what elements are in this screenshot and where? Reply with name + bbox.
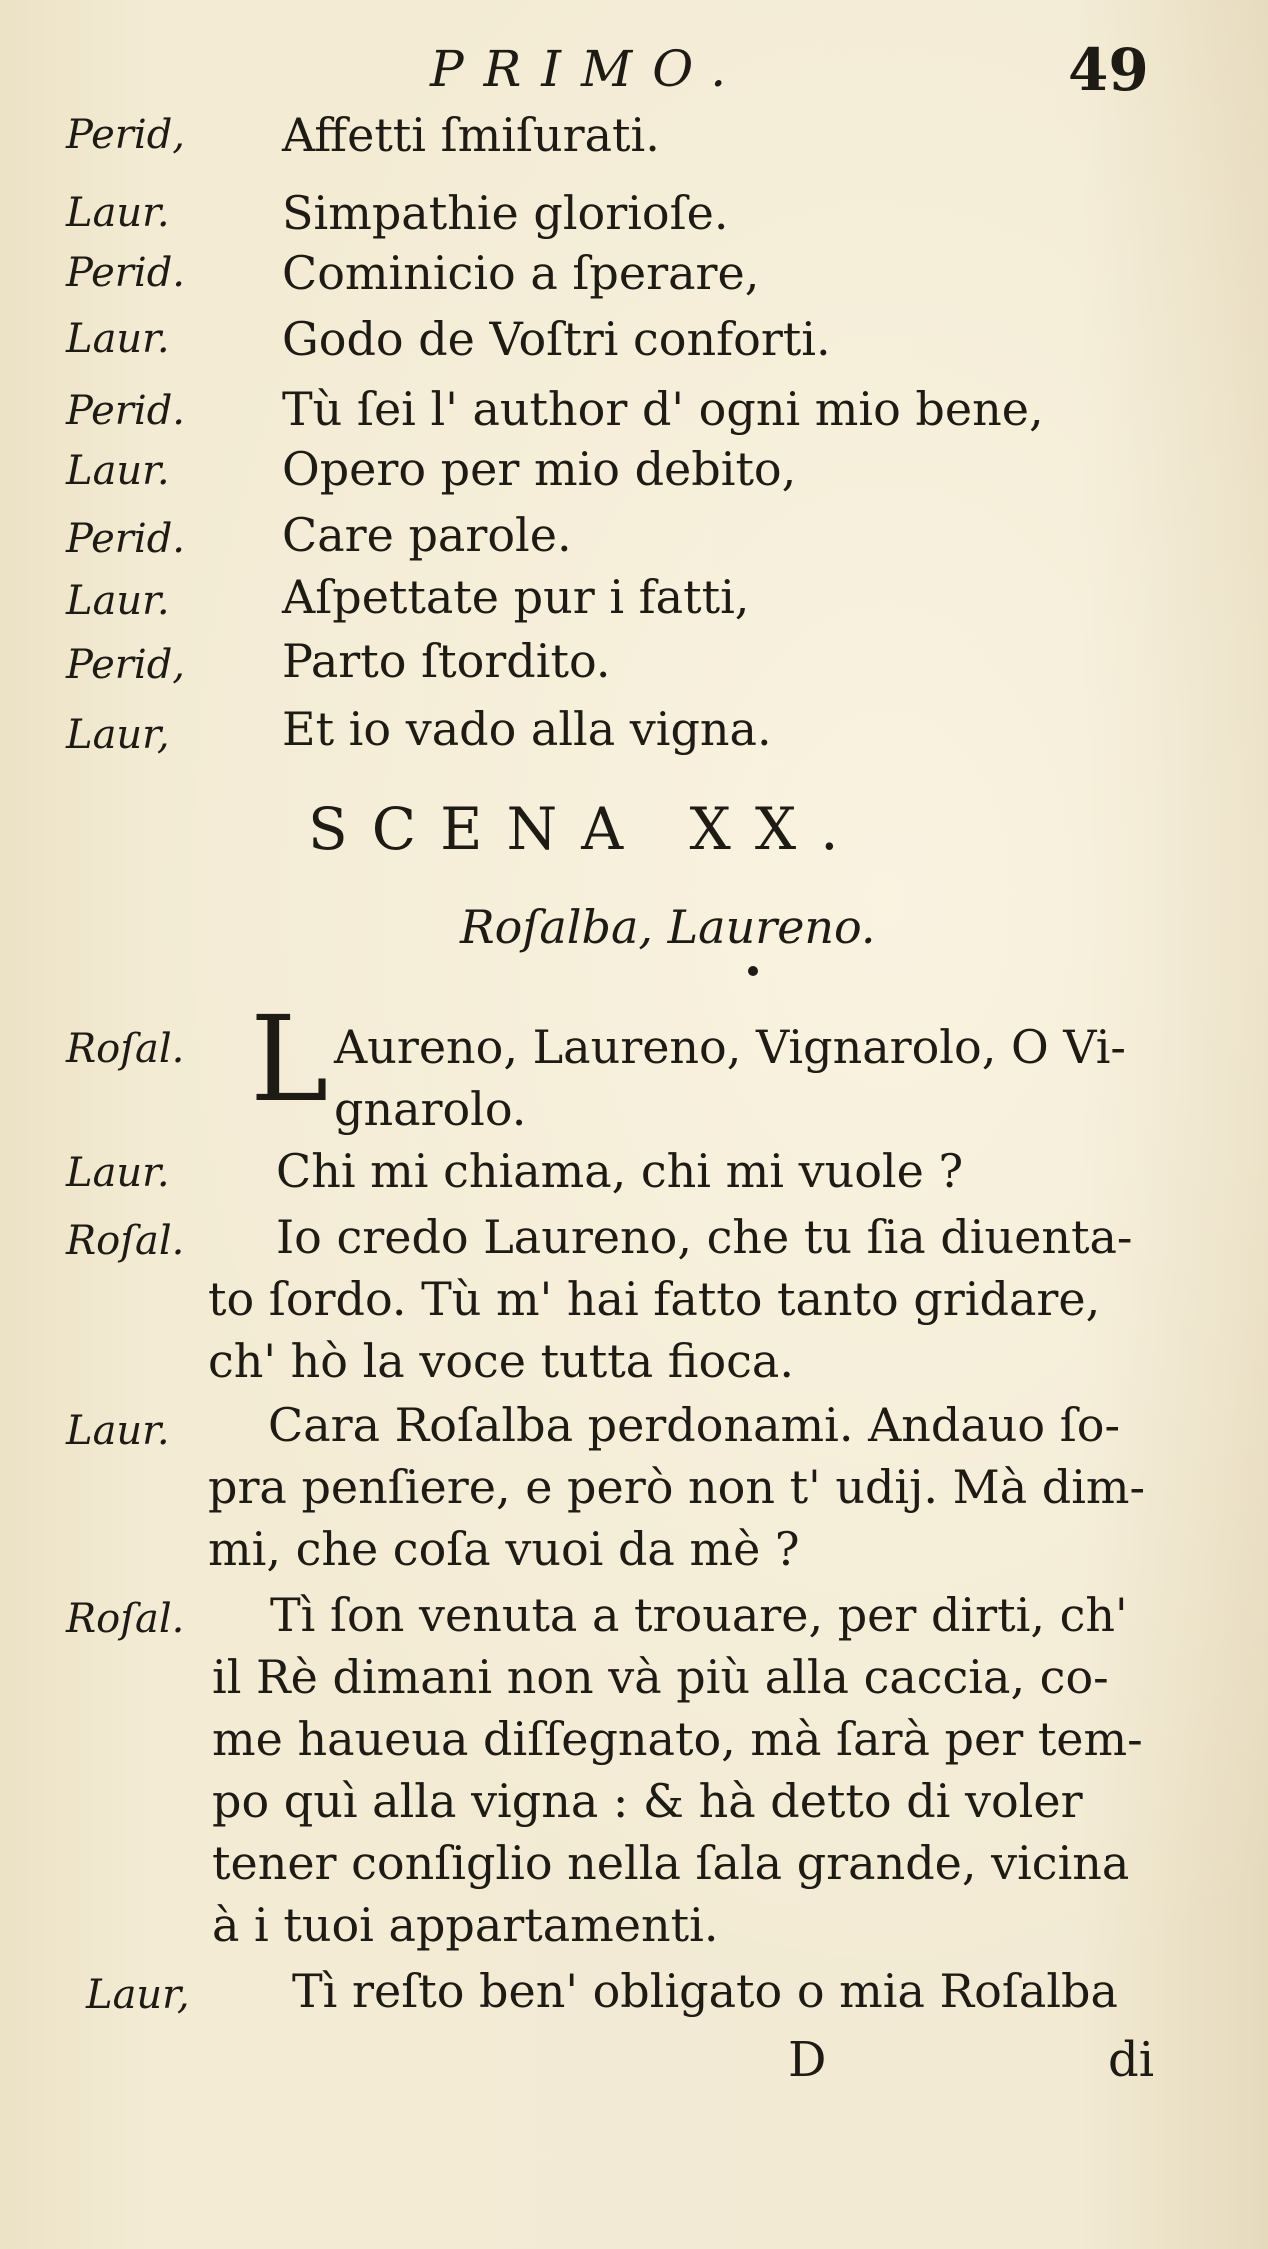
dialogue-line: Aſpettate pur i fatti, — [282, 570, 750, 624]
dialogue-line: Opero per mio debito, — [282, 442, 797, 496]
drop-cap: L — [250, 990, 329, 1128]
dialogue-line: à i tuoi appartamenti. — [212, 1898, 719, 1952]
dialogue-line: Chi mi chiama, chi mi vuole ? — [276, 1144, 964, 1198]
dialogue-line: Care parole. — [282, 508, 572, 562]
dialogue-line: Aureno, Laureno, Vignarolo, O Vi- — [334, 1020, 1126, 1074]
dialogue-line: mi, che coſa vuoi da mè ? — [208, 1522, 800, 1576]
dialogue-line: Et io vado alla vigna. — [282, 702, 772, 756]
speaker-label: Laur. — [66, 190, 170, 236]
scene-characters: Roſalba, Laureno. — [460, 900, 876, 954]
speaker-label: Roſal. — [66, 1026, 185, 1072]
catchword: di — [1108, 2032, 1155, 2088]
dialogue-line: po quì alla vigna : & hà detto di voler — [212, 1774, 1083, 1828]
speaker-label: Laur. — [66, 1150, 170, 1196]
dialogue-line: Parto ſtordito. — [282, 634, 611, 688]
dialogue-line: Tì reſto ben' obligato o mia Roſalba — [292, 1964, 1118, 2018]
speaker-label: Roſal. — [66, 1596, 185, 1642]
speaker-label: Perid. — [66, 388, 186, 434]
dialogue-line: Affetti ſmiſurati. — [282, 108, 660, 162]
dialogue-line: tener conſiglio nella ſala grande, vicina — [212, 1836, 1130, 1890]
speaker-label: Perid. — [66, 250, 186, 296]
dialogue-line: Simpathie glorioſe. — [282, 186, 729, 240]
speaker-label: Laur. — [66, 316, 170, 362]
dialogue-line: pra penſiere, e però non t' udij. Mà dim- — [208, 1460, 1146, 1514]
dialogue-line: il Rè dimani non và più alla caccia, co- — [212, 1650, 1109, 1704]
dialogue-line: to ſordo. Tù m' hai fatto tanto gridare, — [208, 1272, 1101, 1326]
speaker-label: Perid. — [66, 516, 186, 562]
dialogue-line: Godo de Voſtri conforti. — [282, 312, 831, 366]
dialogue-line: ch' hò la voce tutta fioca. — [208, 1334, 794, 1388]
speaker-label: Laur. — [66, 578, 170, 624]
speaker-label: Perid, — [66, 112, 186, 158]
ornament-dot — [748, 966, 758, 976]
dialogue-line: Tì ſon venuta a trouare, per dirti, ch' — [270, 1588, 1128, 1642]
scene-heading: SCENA XX. — [308, 795, 863, 863]
dialogue-line: me haueua diſſegnato, mà ſarà per tem- — [212, 1712, 1143, 1766]
speaker-label: Perid, — [66, 642, 186, 688]
dialogue-line: Cominicio a ſperare, — [282, 246, 760, 300]
dialogue-line: Cara Roſalba perdonami. Andauo ſo- — [268, 1398, 1120, 1452]
speaker-label: Laur. — [66, 448, 170, 494]
dialogue-line: Tù ſei l' author d' ogni mio bene, — [282, 382, 1044, 436]
page-number: 49 — [1068, 36, 1149, 104]
speaker-label: Laur, — [86, 1972, 190, 2018]
dialogue-line: gnarolo. — [334, 1082, 527, 1136]
running-header: PRIMO. — [430, 40, 747, 98]
signature-mark: D — [788, 2032, 827, 2088]
speaker-label: Laur, — [66, 712, 170, 758]
speaker-label: Laur. — [66, 1408, 170, 1454]
speaker-label: Roſal. — [66, 1218, 185, 1264]
dialogue-line: Io credo Laureno, che tu ſia diuenta- — [276, 1210, 1133, 1264]
